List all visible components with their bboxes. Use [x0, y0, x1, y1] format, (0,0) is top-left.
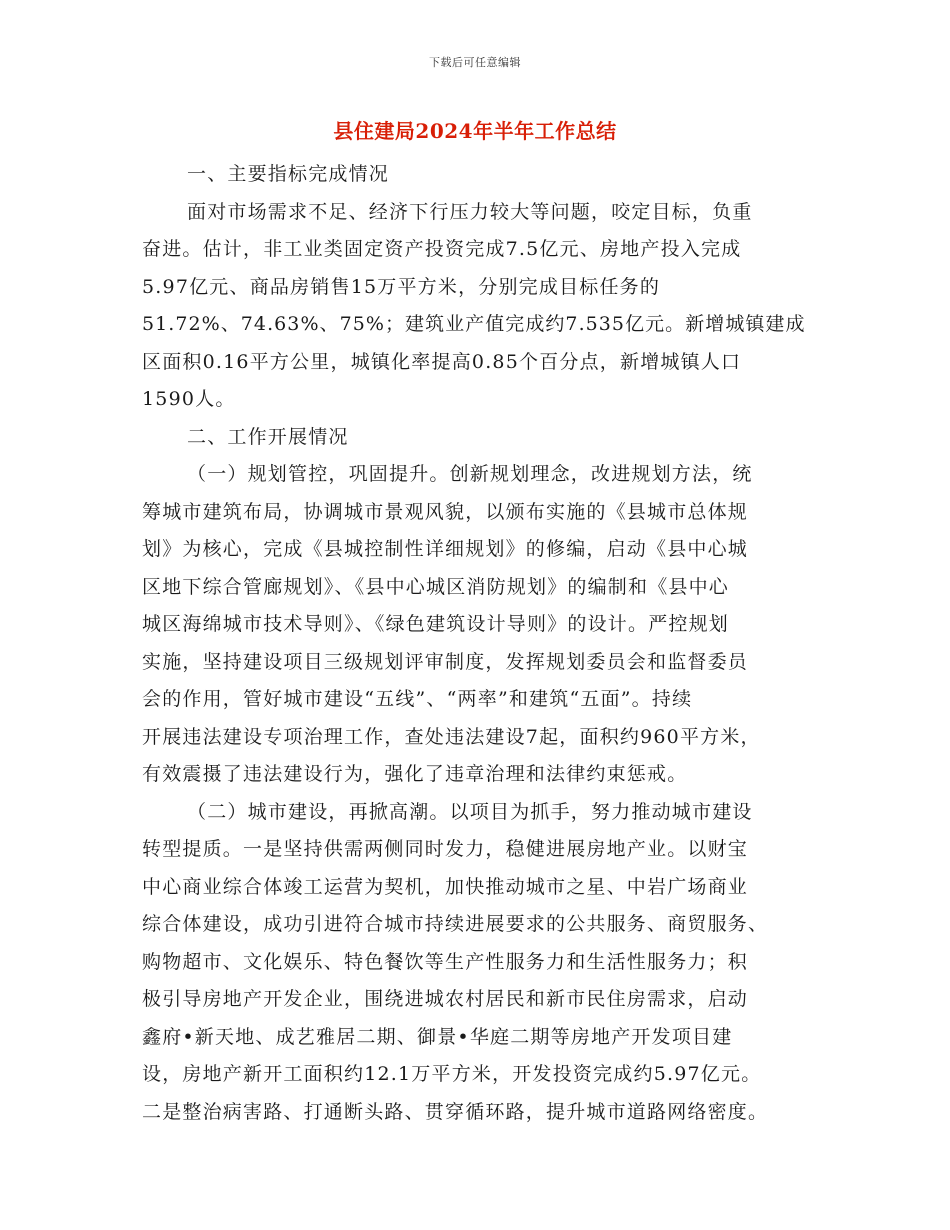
text-line: 划》为核心，完成《县城控制性详细规划》的修编，启动《县中心城: [142, 538, 749, 560]
text-line: 奋进。估计，非工业类固定资产投资完成7.5亿元、房地产投入完成: [142, 238, 742, 260]
text-line: 会的作用，管好城市建设“五线”、“两率”和建筑“五面”。持续: [142, 688, 693, 710]
text-line: 综合体建设，成功引进符合城市持续进展要求的公共服务、商贸服务、: [142, 913, 769, 935]
text-line: 中心商业综合体竣工运营为契机，加快推动城市之星、中岩广场商业: [142, 875, 749, 898]
text-line: 区面积0.16平方公里，城镇化率提高0.85个百分点，新增城镇人口: [142, 350, 742, 373]
text-line: （一）规划管控，巩固提升。创新规划理念，改进规划方法，统: [187, 463, 753, 485]
text-line: 设，房地产新开工面积约12.1万平方米，开发投资完成约5.97亿元。: [142, 1063, 762, 1085]
text-line: 一、主要指标完成情况: [187, 163, 390, 185]
text-line: 购物超市、文化娱乐、特色餐饮等生产性服务力和生活性服务力；积: [142, 950, 749, 973]
text-line: 城区海绵城市技术导则》、《绿色建筑设计导则》的设计。严控规划: [142, 613, 730, 635]
text-line: 二、工作开展情况: [187, 425, 349, 448]
text-line: 1590人。: [142, 388, 236, 410]
header-note: 下载后可任意编辑: [429, 56, 521, 69]
text-line: （二）城市建设，再掀高潮。以项目为抓手，努力推动城市建设: [187, 800, 753, 823]
text-line: 转型提质。一是坚持供需两侧同时发力，稳健进展房地产业。以财宝: [142, 838, 749, 860]
document-body: [142, 156, 807, 1131]
text-line: 二是整治病害路、打通断头路、贯穿循环路，提升城市道路网络密度。: [142, 1100, 769, 1123]
text-line: 面对市场需求不足、经济下行压力较大等问题，咬定目标，负重: [187, 200, 753, 223]
text-line: 极引导房地产开发企业，围绕进城农村居民和新市民住房需求，启动: [142, 988, 749, 1010]
text-line: 有效震摄了违法建设行为，强化了违章治理和法律约束惩戒。: [142, 763, 688, 785]
text-line: 区地下综合管廊规划》、《县中心城区消防规划》的编制和《县中心: [142, 575, 730, 598]
text-line: 实施，坚持建设项目三级规划评审制度，发挥规划委员会和监督委员: [142, 650, 749, 673]
text-line: 鑫府•新天地、成艺雅居二期、御景•华庭二期等房地产开发项目建: [142, 1025, 733, 1048]
text-line: 筹城市建筑布局，协调城市景观风貌，以颁布实施的《县城市总体规: [142, 500, 749, 523]
text-line: 开展违法建设专项治理工作，查处违法建设7起，面积约960平方米，: [142, 725, 761, 748]
document-title: 县住建局2024年半年工作总结: [333, 119, 617, 143]
text-line: 5.97亿元、商品房销售15万平方米，分别完成目标任务的: [142, 275, 661, 298]
text-line: 51.72%、74.63%、75%；建筑业产值完成约7.535亿元。新增城镇建成: [142, 313, 806, 335]
